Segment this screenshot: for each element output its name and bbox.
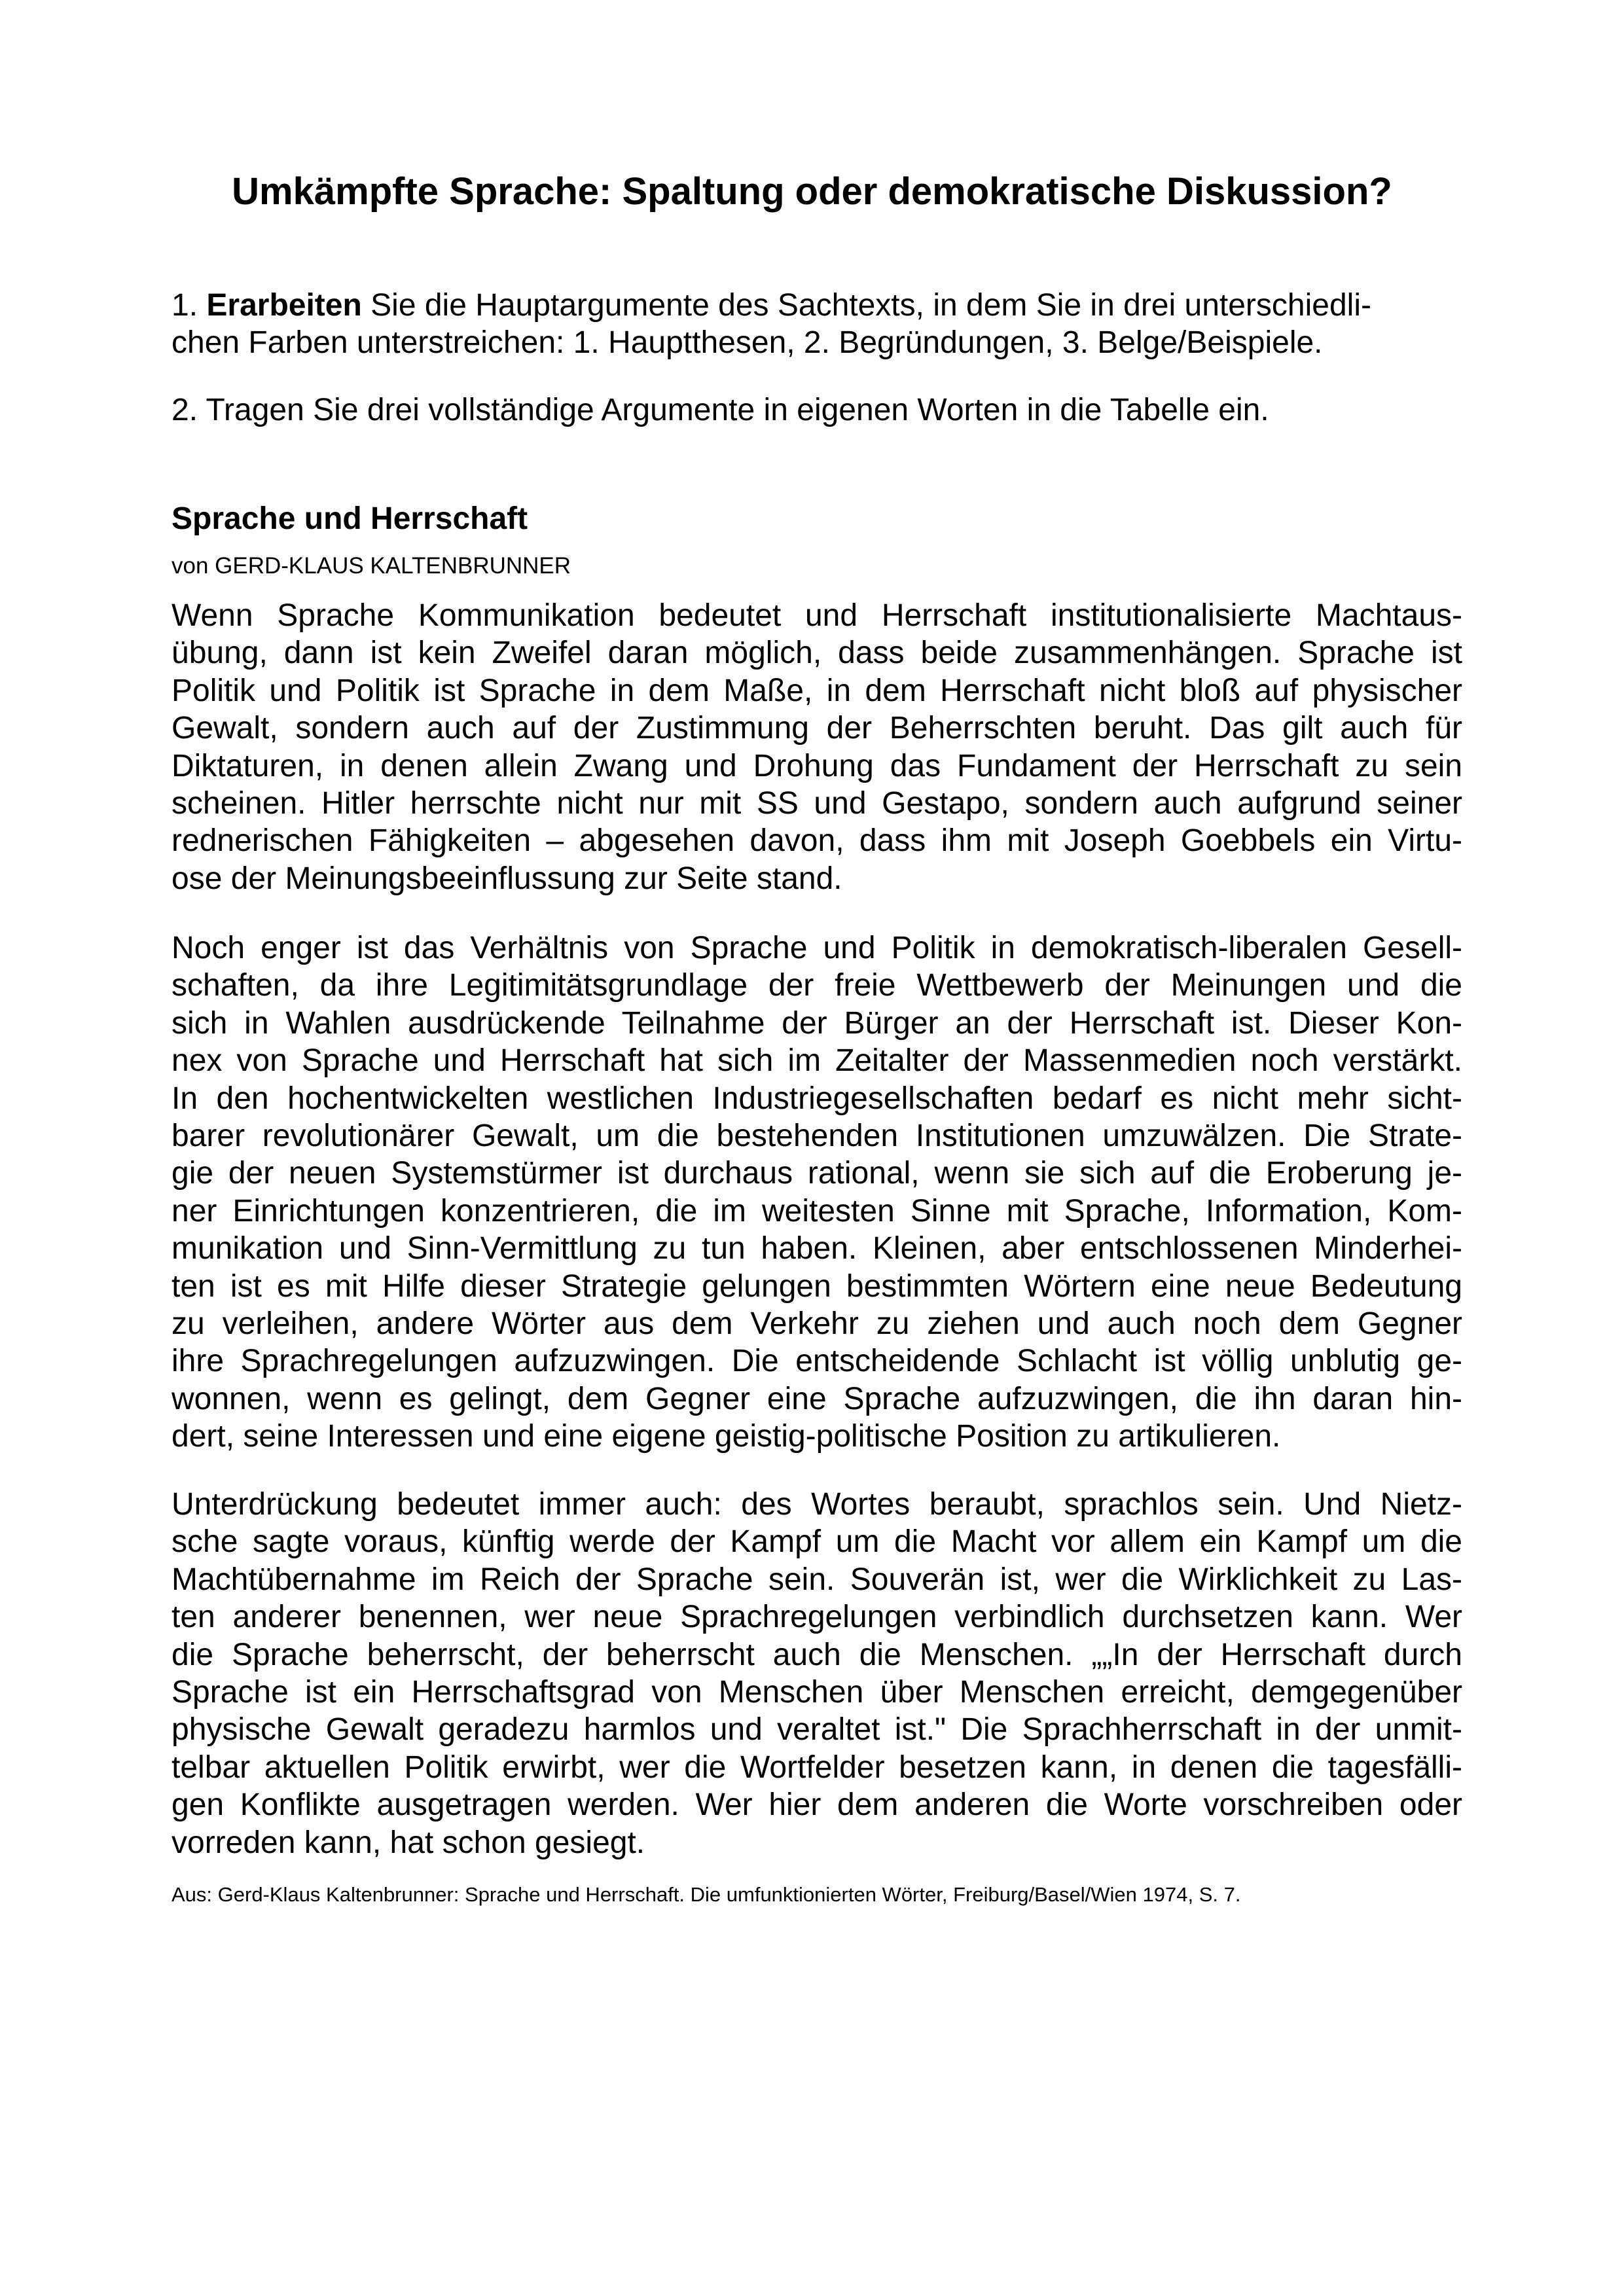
paragraph-line: telbar aktuellen Politik erwirbt, wer die Wortfelder besetzen kann, in denen die tagesfälli-	[171, 1749, 1462, 1785]
paragraph-line: ten ist es mit Hilfe dieser Strategie gelungen bestimmten Wörtern eine neue Bedeutung	[171, 1268, 1462, 1304]
paragraph-line: Machtübernahme im Reich der Sprache sein. Souverän ist, wer die Wirklichkeit zu Las-	[171, 1562, 1462, 1597]
paragraph-line: munikation und Sinn-Vermittlung zu tun haben. Kleinen, aber entschlossenen Minderhei-	[171, 1231, 1462, 1266]
task-1-line-2: chen Farben unterstreichen: 1. Hauptthesen, 2. Begründungen, 3. Belge/Beispiele.	[171, 325, 1323, 360]
paragraph-line: Unterdrückung bedeutet immer auch: des Wortes beraubt, sprachlos sein. Und Nietz-	[171, 1487, 1462, 1522]
paragraph-line: Wenn Sprache Kommunikation bedeutet und Herrschaft institutionalisierte Machtaus-	[171, 598, 1462, 633]
paragraph-line: ose der Meinungsbeeinflussung zur Seite stand.	[171, 861, 842, 896]
paragraph-line: vorreden kann, hat schon gesiegt.	[171, 1825, 645, 1860]
paragraph-line: gen Konflikte ausgetragen werden. Wer hier dem anderen die Worte vorschreiben oder	[171, 1787, 1462, 1823]
task-1-verb: Erarbeiten	[206, 288, 362, 323]
page-title: Umkämpfte Sprache: Spaltung oder demokratische Diskussion?	[232, 170, 1392, 213]
paragraph-line: Gewalt, sondern auch auf der Zustimmung der Beherrschten beruht. Das gilt auch für	[171, 711, 1462, 746]
task-1-number: 1.	[171, 288, 198, 323]
paragraph-line: physische Gewalt geradezu harmlos und veraltet ist." Die Sprachherrschaft in der unmit-	[171, 1712, 1462, 1748]
task-1	[171, 287, 1462, 361]
paragraph-line: Noch enger ist das Verhältnis von Sprache und Politik in demokratisch-liberalen Gesell-	[171, 931, 1462, 965]
paragraph-line: gie der neuen Systemstürmer ist durchaus rational, wenn sie sich auf die Eroberung je-	[171, 1156, 1462, 1191]
paragraph-line: scheinen. Hitler herrschte nicht nur mit SS und Gestapo, sondern auch aufgrund seiner	[171, 785, 1462, 821]
paragraph-line: dert, seine Interessen und eine eigene geistig-politische Position zu artikulieren.	[171, 1419, 1281, 1454]
paragraph-line: sche sagte voraus, künftig werde der Kampf um die Macht vor allem ein Kampf um die	[171, 1524, 1462, 1560]
paragraph-line: barer revolutionärer Gewalt, um die bestehenden Institutionen umzuwälzen. Die Strate-	[171, 1118, 1462, 1153]
paragraph-line: In den hochentwickelten westlichen Industriegesellschaften bedarf es nicht mehr sicht-	[171, 1081, 1462, 1116]
paragraph-line: wonnen, wenn es gelingt, dem Gegner eine Sprache aufzuzwingen, die ihn daran hin-	[171, 1381, 1462, 1416]
paragraph-line: Sprache ist ein Herrschaftsgrad von Menschen über Menschen erreicht, demgegenüber	[171, 1674, 1462, 1710]
paragraph-line: nex von Sprache und Herrschaft hat sich im Zeitalter der Massenmedien noch verstärkt.	[171, 1043, 1462, 1079]
paragraph-line: die Sprache beherrscht, der beherrscht auch die Menschen. „„In der Herrschaft durch	[171, 1637, 1462, 1672]
paragraph-line: ihre Sprachregelungen aufzuzwingen. Die entscheidende Schlacht ist völlig unblutig ge-	[171, 1344, 1462, 1379]
source-citation: Aus: Gerd-Klaus Kaltenbrunner: Sprache und Herrschaft. Die umfunktionierten Wörter, Freiburg/Basel/Wien 1974, S. 7.	[171, 1883, 1241, 1906]
article-paragraph-1	[171, 597, 1462, 897]
paragraph-line: zu verleihen, andere Wörter aus dem Verkehr zu ziehen und auch noch dem Gegner	[171, 1306, 1462, 1341]
paragraph-line: Diktaturen, in denen allein Zwang und Drohung das Fundament der Herrschaft zu sein	[171, 748, 1462, 783]
paragraph-line: Politik und Politik ist Sprache in dem Maße, in dem Herrschaft nicht bloß auf physischer	[171, 673, 1462, 708]
task-2: 2. Tragen Sie drei vollständige Argumente in eigenen Worten in die Tabelle ein.	[171, 393, 1269, 427]
article-paragraph-3	[171, 1486, 1462, 1861]
article-byline: von GERD-KLAUS KALTENBRUNNER	[171, 553, 571, 579]
paragraph-line: ten anderer benennen, wer neue Sprachregelungen verbindlich durchsetzen kann. Wer	[171, 1600, 1462, 1635]
paragraph-line: schaften, da ihre Legitimitätsgrundlage der freie Wettbewerb der Meinungen und die	[171, 968, 1462, 1003]
article-title: Sprache und Herrschaft	[171, 501, 528, 536]
task-1-text: Sie die Hauptargumente des Sachtexts, in dem Sie in drei unterschiedli-	[370, 288, 1371, 323]
paragraph-line: rednerischen Fähigkeiten – abgesehen davon, dass ihm mit Joseph Goebbels ein Virtu-	[171, 823, 1462, 859]
task-1-line-1	[171, 287, 1462, 324]
paragraph-line: ner Einrichtungen konzentrieren, die im weitesten Sinne mit Sprache, Information, Kom-	[171, 1193, 1462, 1229]
article-paragraph-2	[171, 929, 1462, 1455]
paragraph-line: übung, dann ist kein Zweifel daran möglich, dass beide zusammenhängen. Sprache ist	[171, 636, 1462, 671]
paragraph-line: sich in Wahlen ausdrückende Teilnahme der Bürger an der Herrschaft ist. Dieser Kon-	[171, 1005, 1462, 1041]
